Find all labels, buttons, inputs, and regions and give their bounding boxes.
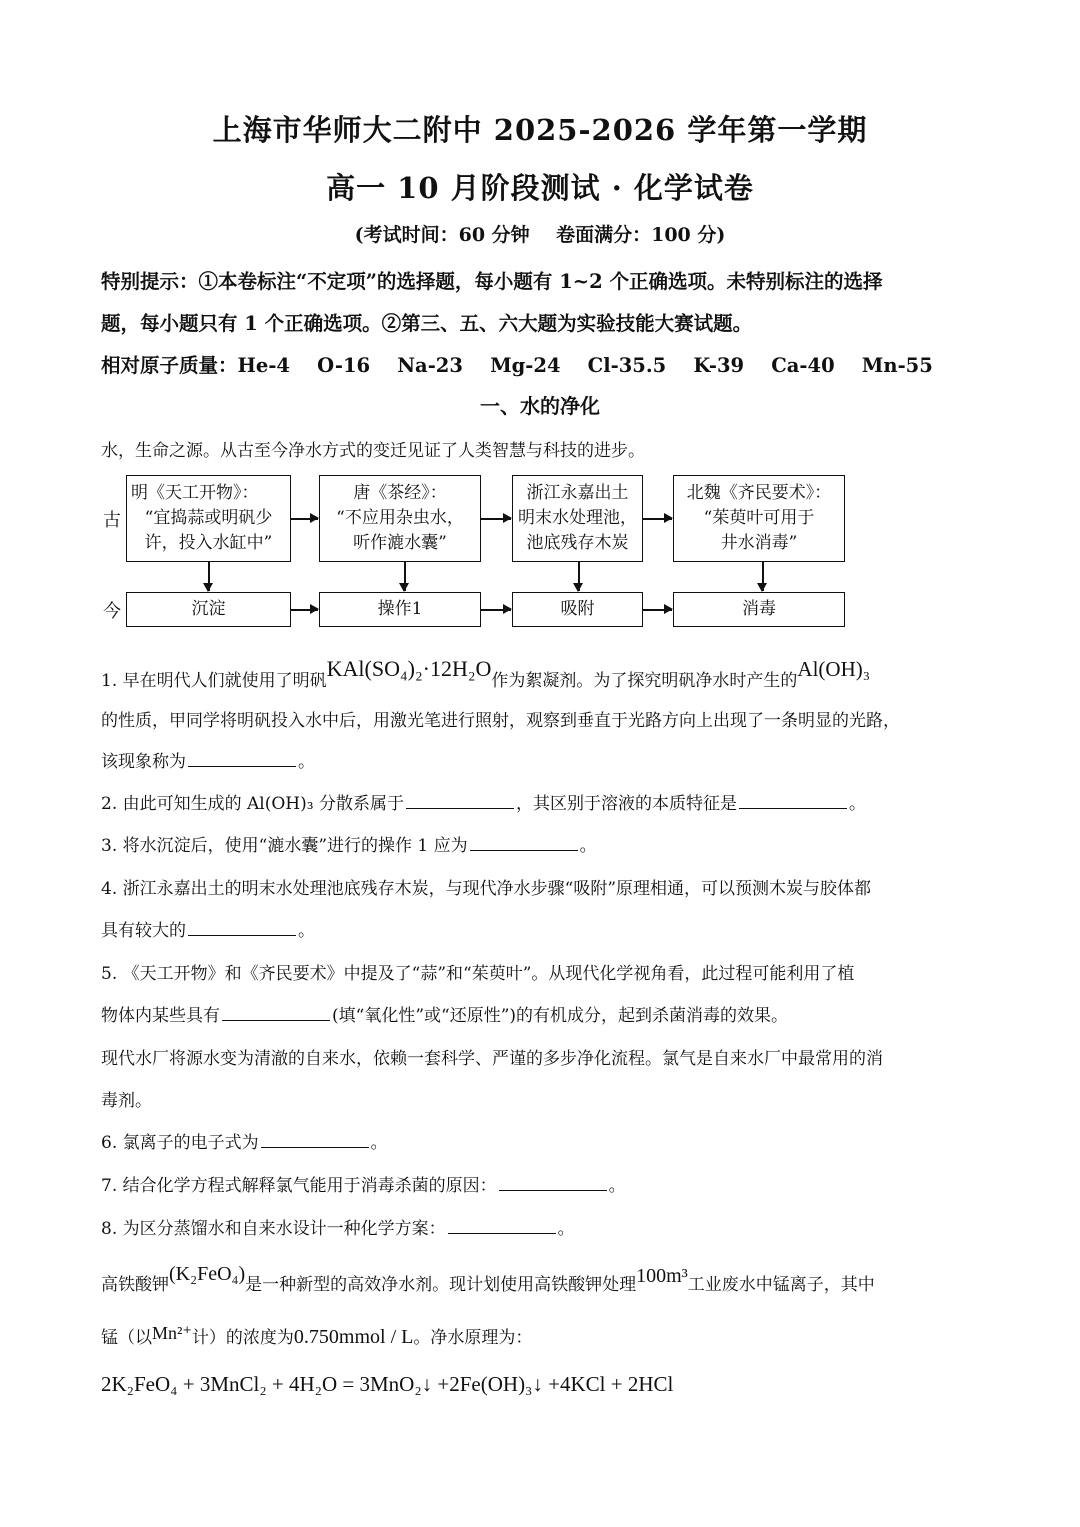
arrow-right <box>481 609 511 611</box>
ancient-label: 古 <box>103 510 121 531</box>
ancient-box-4 <box>673 475 845 562</box>
notice-line-1: 特别提示：①本卷标注“不定项”的选择题，每小题有 1~2 个正确选项。未特别标注的选择 <box>101 270 883 293</box>
answer-blank[interactable] <box>188 765 296 767</box>
question-3 <box>101 831 597 856</box>
ancient-box-1 <box>126 475 291 562</box>
modern-box-1: 沉淀 <box>126 592 291 627</box>
q1-text-b: 作为絮凝剂。为了探究明矾净水时产生的 <box>491 671 798 691</box>
q5-line-1: 5. 《天工开物》和《齐民要术》中提及了“蒜”和“茱萸叶”。从现代化学视角看，此过程可能利用了植 <box>101 964 855 984</box>
box-line: 许，投入水缸中” <box>144 533 273 553</box>
q1-line-2: 的性质，甲同学将明矾投入水中后，用激光笔进行照射，观察到垂直于光路方向上出现了一条明显的光路， <box>101 711 900 731</box>
modern-box-3: 吸附 <box>512 592 643 627</box>
question-2 <box>101 789 866 814</box>
box-line: 浙江永嘉出土 <box>526 483 629 503</box>
section-title: 一、水的净化 <box>480 394 600 418</box>
answer-blank[interactable] <box>739 807 847 809</box>
q4-line-2-text: 具有较大的 <box>101 921 186 941</box>
question-8 <box>101 1214 575 1239</box>
period: 。 <box>298 752 315 772</box>
modern-box-2: 操作1 <box>319 592 481 627</box>
paragraph-line-2: 毒剂。 <box>101 1091 152 1111</box>
arrow-down <box>404 562 406 591</box>
q1-line-3 <box>101 747 315 772</box>
ferrate-line-2c: 。净水原理为： <box>413 1328 533 1348</box>
arrow-right <box>643 609 672 611</box>
box-line: 明末水处理池， <box>518 508 637 528</box>
q1-line-3-text: 该现象称为 <box>101 752 186 772</box>
q4-line-1: 4. 浙江永嘉出土的明末水处理池底残存木炭，与现代净水步骤“吸附”原理相通，可以预测木炭与胶体都 <box>101 879 872 899</box>
q6-text: 6. 氯离子的电子式为 <box>101 1133 259 1153</box>
q5-line-2 <box>101 1001 788 1026</box>
ferrate-line-2 <box>101 1323 532 1349</box>
period: 。 <box>579 836 597 856</box>
question-6 <box>101 1128 388 1153</box>
q2-text-b: ，其区别于溶液的本质特征是 <box>516 794 737 814</box>
reaction-equation: 2K₂FeO₄ + 3MnCl₂ + 4H₂O = 3MnO₂↓ +2Fe(OH)₃↓ +4KCl + 2HCl <box>101 1372 674 1396</box>
question-1 <box>101 656 871 692</box>
arrow-right <box>643 518 672 520</box>
modern-label: 今 <box>103 601 121 622</box>
answer-blank[interactable] <box>261 1146 369 1148</box>
box-line: 北魏《齐民要术》： <box>686 483 832 503</box>
ancient-box-2 <box>319 475 481 562</box>
answer-blank[interactable] <box>470 849 578 851</box>
period: 。 <box>849 794 866 814</box>
answer-blank[interactable] <box>222 1019 330 1021</box>
arrow-right <box>481 518 511 520</box>
modern-box-4: 消毒 <box>673 592 845 627</box>
ferrate-line-2b: 计）的浓度为 <box>191 1328 294 1348</box>
alum-formula: KAl(SO₄)₂·12H₂O <box>326 656 492 681</box>
box-line: “宜捣蒜或明矾少 <box>144 508 273 528</box>
q2-text-a: 2. 由此可知生成的 Al(OH)₃ 分散系属于 <box>101 794 404 814</box>
answer-blank[interactable] <box>406 807 514 809</box>
q8-text: 8. 为区分蒸馏水和自来水设计一种化学方案： <box>101 1219 446 1239</box>
ferrate-line-1 <box>101 1263 875 1296</box>
period: 。 <box>370 1133 388 1153</box>
box-line: 明《天工开物》： <box>131 483 259 503</box>
box-line: 池底残存木炭 <box>526 533 629 553</box>
box-line: 唐《茶经》： <box>353 483 447 503</box>
ferrate-text-c: 工业废水中锰离子，其中 <box>687 1275 875 1295</box>
aluminium-hydroxide-formula: Al(OH)₃ <box>797 657 871 681</box>
answer-blank[interactable] <box>188 934 296 936</box>
ferrate-text-a: 高铁酸钾 <box>101 1275 169 1295</box>
q5-line-2b: (填“氧化性”或“还原性”)的有机成分，起到杀菌消毒的效果。 <box>332 1006 789 1026</box>
box-line: 井水消毒” <box>720 533 798 553</box>
box-line: “茱萸叶可用于 <box>703 508 815 528</box>
arrow-down <box>762 562 764 591</box>
volume-value: 100m³ <box>636 1265 688 1287</box>
atomic-mass: 相对原子质量：He-4 O-16 Na-23 Mg-24 Cl-35.5 K-39 Ca-40 Mn-55 <box>101 354 933 377</box>
arrow-right <box>291 518 318 520</box>
notice-line-2: 题，每小题只有 1 个正确选项。②第三、五、六大题为实验技能大赛试题。 <box>101 312 753 335</box>
section-intro: 水，生命之源。从古至今净水方式的变迁见证了人类智慧与科技的进步。 <box>101 441 645 461</box>
manganese-ion: Mn²⁺ <box>152 1323 192 1343</box>
ancient-box-3 <box>512 475 643 562</box>
concentration-value: 0.750mmol / L <box>293 1326 414 1348</box>
exam-info: (考试时间：60 分钟 卷面满分：100 分) <box>354 224 726 246</box>
page-subtitle: 高一 10 月阶段测试 · 化学试卷 <box>326 171 754 205</box>
potassium-ferrate-formula: (K₂FeO₄) <box>169 1263 246 1285</box>
box-line: 听作漉水囊” <box>353 533 447 553</box>
arrow-down <box>578 562 580 591</box>
box-line: “不应用杂虫水， <box>336 508 464 528</box>
period: 。 <box>557 1219 575 1239</box>
q5-line-2a: 物体内某些具有 <box>101 1006 220 1026</box>
ferrate-text-b: 是一种新型的高效净水剂。现计划使用高铁酸钾处理 <box>245 1275 637 1295</box>
page-title: 上海市华师大二附中 2025-2026 学年第一学期 <box>212 113 868 147</box>
q4-line-2 <box>101 916 315 941</box>
paragraph-line-1: 现代水厂将源水变为清澈的自来水，依赖一套科学、严谨的多步净化流程。氯气是自来水厂中最常用的消 <box>101 1049 883 1069</box>
arrow-right <box>291 609 318 611</box>
arrow-down <box>208 562 210 591</box>
period: 。 <box>298 921 315 941</box>
answer-blank[interactable] <box>448 1232 556 1234</box>
q3-text: 3. 将水沉淀后，使用“漉水囊”进行的操作 1 应为 <box>101 836 468 856</box>
ferrate-line-2a: 锰（以 <box>101 1328 152 1348</box>
q7-text: 7. 结合化学方程式解释氯气能用于消毒杀菌的原因： <box>101 1176 497 1196</box>
question-7 <box>101 1171 626 1196</box>
period: 。 <box>608 1176 626 1196</box>
q1-text-a: 1. 早在明代人们就使用了明矾 <box>101 671 327 691</box>
answer-blank[interactable] <box>499 1189 607 1191</box>
